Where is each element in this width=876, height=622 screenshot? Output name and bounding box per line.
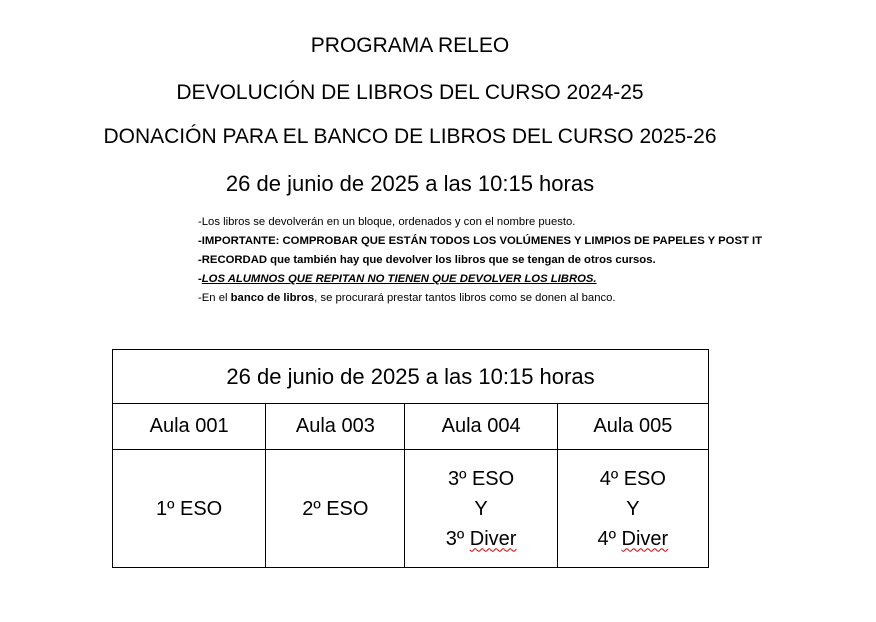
room-cell: Aula 004 bbox=[405, 404, 557, 450]
room-cell: Aula 001 bbox=[113, 404, 266, 450]
course-line: Y bbox=[626, 497, 640, 520]
program-title: PROGRAMA RELEO bbox=[310, 34, 510, 57]
room-cell: Aula 005 bbox=[557, 404, 708, 450]
return-heading: DEVOLUCIÓN DE LIBROS DEL CURSO 2024-25 bbox=[176, 81, 644, 104]
course-line bbox=[405, 524, 556, 554]
note-5-bold: banco de libros bbox=[230, 292, 315, 304]
course-line: 4º ESO bbox=[599, 467, 666, 490]
note-5-end: , se procurará prestar tantos libros como se donen al banco. bbox=[314, 292, 616, 304]
note-5-start: -En el bbox=[198, 292, 231, 304]
note-5 bbox=[198, 289, 762, 308]
spellcheck-word: Diver bbox=[469, 527, 517, 550]
course-cell bbox=[557, 450, 708, 568]
note-4 bbox=[198, 270, 762, 289]
note-1: -Los libros se devolverán en un bloque, ordenados y con el nombre puesto. bbox=[198, 216, 576, 228]
course-line: Y bbox=[474, 497, 488, 520]
table-header-row bbox=[113, 350, 709, 404]
spellcheck-word: Diver bbox=[621, 527, 669, 550]
rooms-row bbox=[113, 404, 709, 450]
table-header-cell: 26 de junio de 2025 a las 10:15 horas bbox=[113, 350, 709, 404]
course-line bbox=[558, 524, 708, 554]
donation-heading: DONACIÓN PARA EL BANCO DE LIBROS DEL CURSO 2025-26 bbox=[103, 125, 717, 148]
schedule-table bbox=[112, 349, 709, 568]
course-cell bbox=[405, 450, 557, 568]
room-cell: Aula 003 bbox=[266, 404, 405, 450]
course-level: 3º bbox=[445, 527, 470, 550]
note-2: -IMPORTANTE: COMPROBAR QUE ESTÁN TODOS LOS VOLÚMENES Y LIMPIOS DE PAPELES Y POST IT bbox=[198, 235, 763, 247]
course-level: 4º bbox=[597, 527, 622, 550]
course-line: 3º ESO bbox=[447, 467, 515, 490]
date-heading: 26 de junio de 2025 a las 10:15 horas bbox=[225, 171, 595, 196]
instructions-list bbox=[198, 213, 762, 308]
note-3 bbox=[198, 251, 762, 270]
note-4-emphasis: LOS ALUMNOS QUE REPITAN NO TIENEN QUE DEVOLVER LOS LIBROS. bbox=[201, 273, 597, 285]
courses-row bbox=[113, 450, 709, 568]
course-cell: 2º ESO bbox=[266, 450, 405, 568]
note-4-dash: - bbox=[198, 273, 202, 285]
note-3-text: -RECORDAD que también hay que devolver los libros que se tengan de otros cursos. bbox=[198, 254, 656, 266]
course-cell: 1º ESO bbox=[113, 450, 266, 568]
